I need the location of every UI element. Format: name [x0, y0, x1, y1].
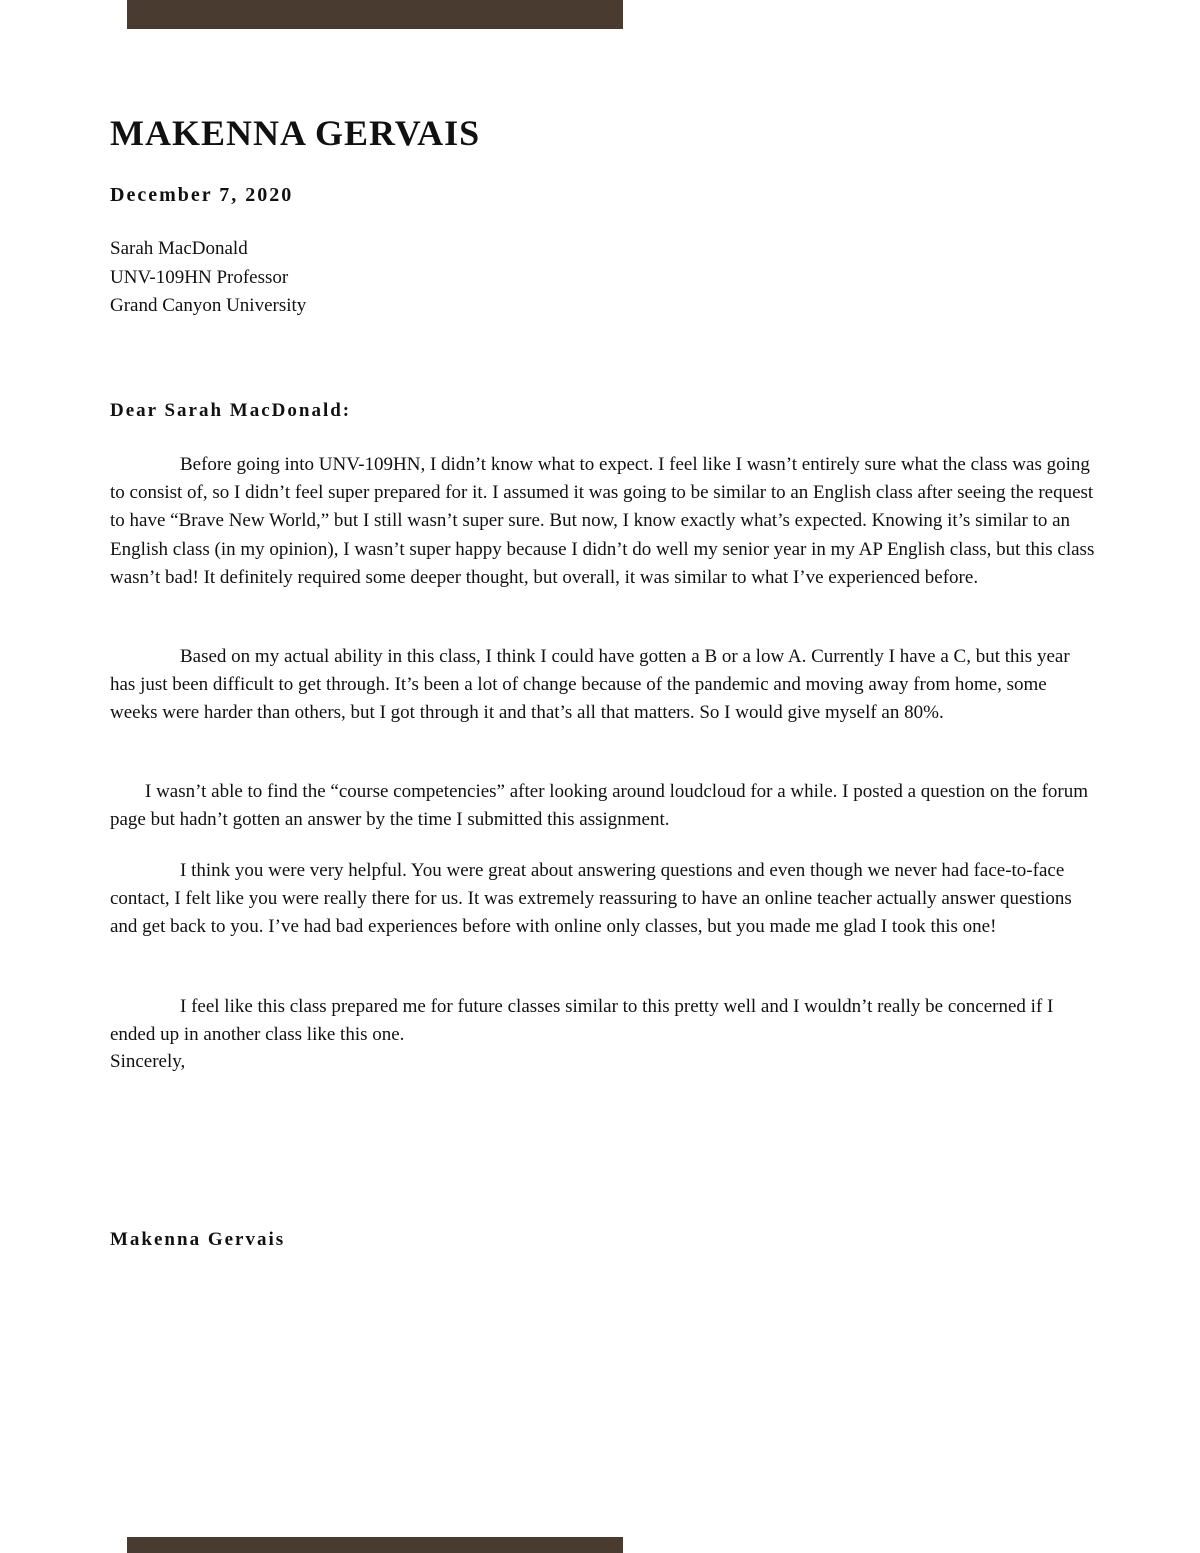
body-paragraph-4: I think you were very helpful. You were great about answering questions and even though we never had face-to-face contact, I felt like you were really there for us. It was extremely reassuring to have an online teacher actually answer questions and get back to you. I’ve had bad experiences before with online only classes, but you made me glad I took this one!: [110, 860, 1072, 938]
recipient-block: [110, 235, 306, 321]
body-paragraph-3: I wasn’t able to find the “course competencies” after looking around loudcloud for a while. I posted a question on the forum page but hadn’t gotten an answer by the time I submitted this assignment.: [110, 781, 1089, 831]
body-paragraph-1: Before going into UNV-109HN, I didn’t know what to expect. I feel like I wasn’t entirely sure what the class was going to consist of, so I didn’t feel super prepared for it. I assumed it was going to be similar to an English class after seeing the request to have “Brave New World,” but I still wasn’t super sure. But now, I know exactly what’s expected. Knowing it’s similar to an English class (in my opinion), I wasn’t super happy because I didn’t do well my senior year in my AP English class, but this class wasn’t bad! It definitely required some deeper thought, but overall, it was similar to what I’ve experienced before.: [110, 454, 1095, 588]
bottom-accent-bar: [127, 1537, 623, 1553]
sender-name-heading: MAKENNA GERVAIS: [110, 113, 481, 153]
letter-date: December 7, 2020: [110, 184, 294, 206]
salutation: Dear Sarah MacDonald:: [110, 400, 352, 421]
closing: Sincerely,: [110, 1051, 186, 1072]
recipient-name: Sarah MacDonald: [110, 238, 248, 259]
recipient-organization: Grand Canyon University: [110, 295, 307, 316]
signature-name: Makenna Gervais: [110, 1229, 286, 1250]
recipient-title: UNV-109HN Professor: [110, 266, 289, 288]
body-paragraph-2: Based on my actual ability in this class, I think I could have gotten a B or a low A. Currently I have a C, but this year has just been difficult to get through. It’s been a lot of change because of the pandemic and moving away from home, some weeks were harder than others, but I got through it and that’s all that matters. So I would give myself an 80%.: [110, 646, 1070, 724]
body-paragraph-5: I feel like this class prepared me for future classes similar to this pretty well and I wouldn’t really be concerned if I ended up in another class like this one.: [110, 996, 1054, 1046]
top-accent-bar: [127, 0, 623, 29]
